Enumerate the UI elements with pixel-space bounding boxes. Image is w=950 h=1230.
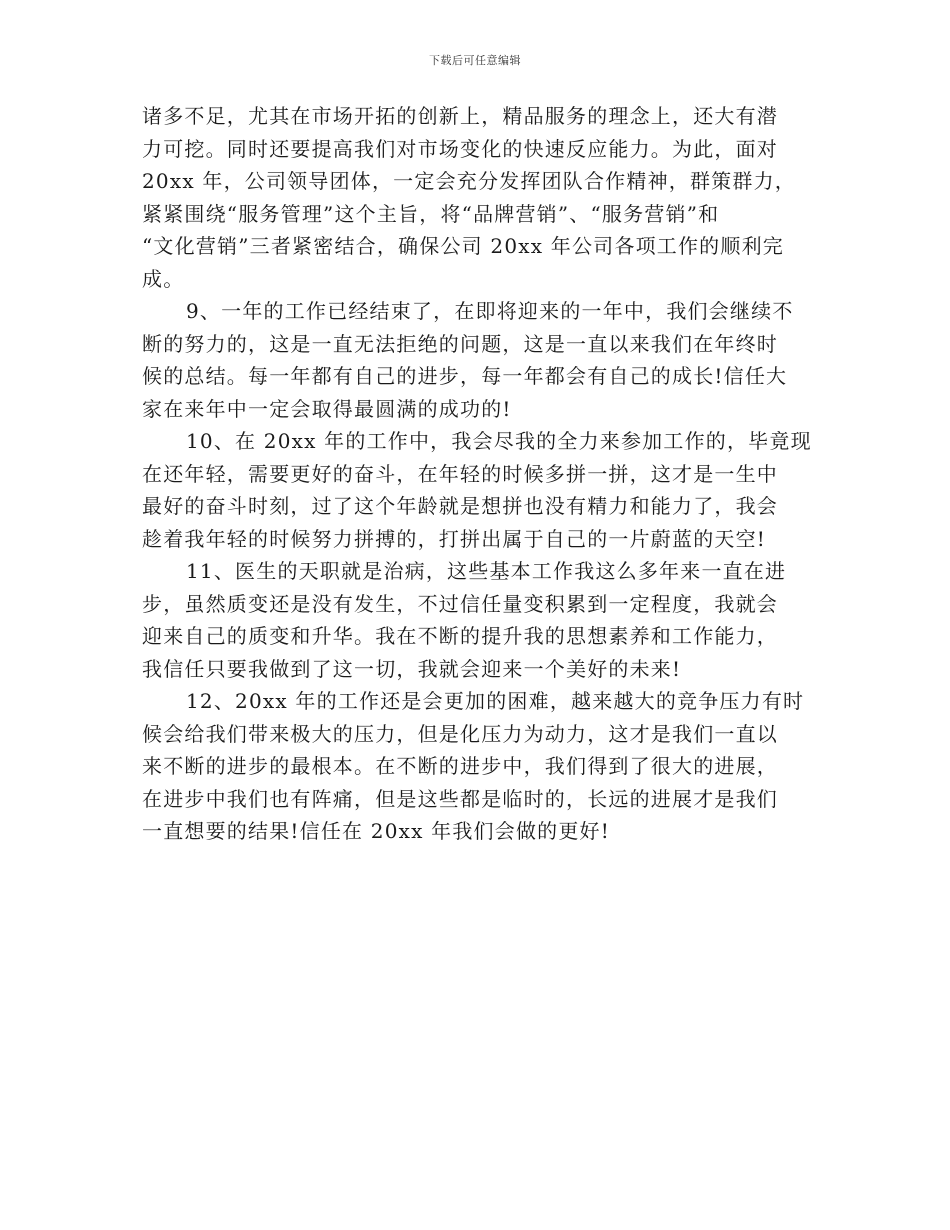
text-line: 11、医生的天职就是治病，这些基本工作我这么多年来一直在进 (186, 559, 787, 583)
text-line: 在进步中我们也有阵痛，但是这些都是临时的，长远的进展才是我们 (142, 786, 778, 811)
text-line: 20xx 年，公司领导团体，一定会充分发挥团队合作精神，群策群力， (142, 169, 796, 193)
text-line: 最好的奋斗时刻，过了这个年龄就是想拼也没有精力和能力了，我会 (142, 494, 778, 518)
text-line: 家在来年中一定会取得最圆满的成功的! (142, 396, 512, 421)
text-line: 紧紧围绕“服务管理”这个主旨，将“品牌营销”、“服务营销”和 (142, 201, 720, 226)
page-header: 下载后可任意编辑 (429, 54, 521, 67)
text-line: 我信任只要我做到了这一切，我就会迎来一个美好的未来! (142, 656, 682, 681)
paragraph-item-12 (142, 685, 808, 848)
text-line: 断的努力的，这是一直无法拒绝的问题，这是一直以来我们在年终时 (142, 331, 778, 356)
paragraph-item-10 (142, 425, 812, 555)
paragraph-continuation (142, 100, 808, 295)
text-line: 迎来自己的质变和升华。我在不断的提升我的思想素养和工作能力， (142, 624, 778, 648)
text-line: 12、20xx 年的工作还是会更加的困难，越来越大的竞争压力有时 (186, 689, 805, 713)
text-line: 成。 (142, 266, 185, 291)
text-line: “文化营销”三者紧密结合，确保公司 20xx 年公司各项工作的顺利完 (142, 234, 784, 258)
text-line: 力可挖。同时还要提高我们对市场变化的快速反应能力。为此，面对 (142, 136, 778, 161)
text-line: 步，虽然质变还是没有发生，不过信任量变积累到一定程度，我就会 (142, 591, 778, 616)
document-body (142, 100, 812, 848)
text-line: 在还年轻，需要更好的奋斗，在年轻的时候多拼一拼，这才是一生中 (142, 461, 778, 486)
text-line: 诸多不足，尤其在市场开拓的创新上，精品服务的理念上，还大有潜 (142, 104, 778, 128)
text-line: 趁着我年轻的时候努力拼搏的，打拼出属于自己的一片蔚蓝的天空! (142, 526, 767, 551)
text-line: 候会给我们带来极大的压力，但是化压力为动力，这才是我们一直以 (142, 721, 778, 746)
text-line: 10、在 20xx 年的工作中，我会尽我的全力来参加工作的，毕竟现 (186, 429, 812, 453)
paragraph-item-9 (142, 295, 808, 425)
text-line: 来不断的进步的最根本。在不断的进步中，我们得到了很大的进展， (142, 754, 778, 778)
text-line: 一直想要的结果!信任在 20xx 年我们会做的更好! (142, 819, 610, 843)
text-line: 候的总结。每一年都有自己的进步，每一年都会有自己的成长!信任大 (142, 364, 788, 388)
text-line: 9、一年的工作已经结束了，在即将迎来的一年中，我们会继续不 (186, 299, 794, 323)
paragraph-item-11 (142, 555, 808, 685)
